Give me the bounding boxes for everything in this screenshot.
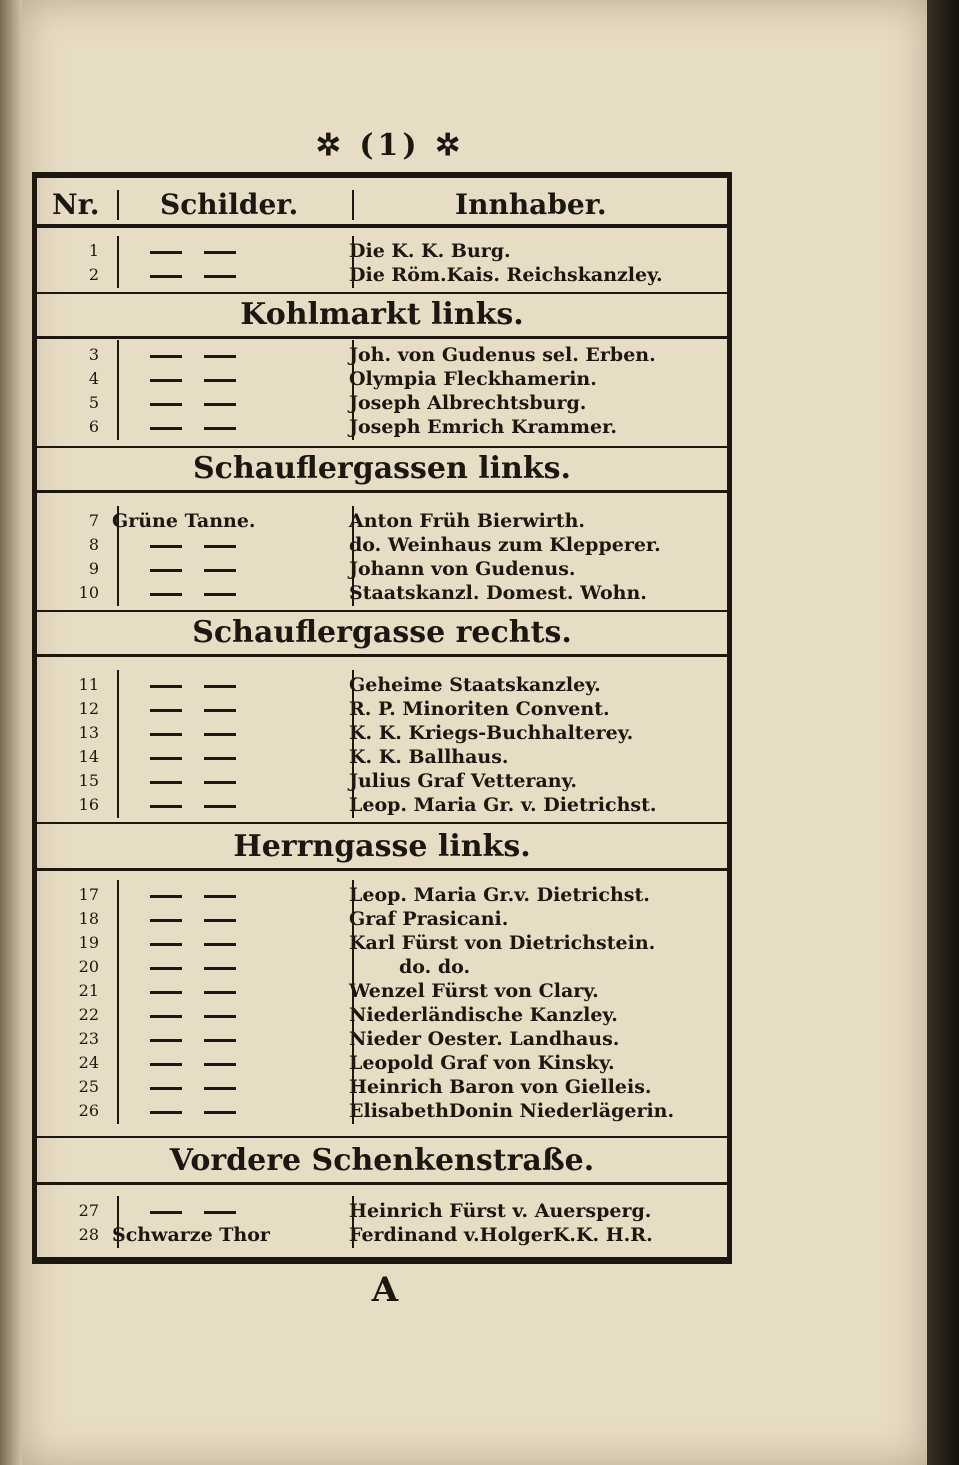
- ditto-dash: [150, 781, 182, 784]
- row-number: 6: [88, 417, 99, 436]
- table-row: [37, 264, 727, 286]
- ditto-dash: [204, 709, 236, 712]
- ditto-dash: [204, 1111, 236, 1114]
- ditto-dash: [150, 709, 182, 712]
- ditto-dash: [150, 569, 182, 572]
- row-number: 2: [88, 265, 99, 284]
- ditto-dash: [150, 991, 182, 994]
- row-number: 26: [78, 1101, 99, 1120]
- ditto-dash: [204, 757, 236, 760]
- inhaber-cell: Joh. von Gudenus sel. Erben.: [349, 344, 656, 366]
- row-number: 11: [78, 675, 99, 694]
- ditto-dash: [204, 251, 236, 254]
- table-row: [37, 534, 727, 556]
- table-row: [37, 1052, 727, 1074]
- table-row: [37, 674, 727, 696]
- table-row: [37, 392, 727, 414]
- section-end-rule: [37, 446, 727, 448]
- section-end-rule: [37, 1136, 727, 1138]
- table-row: [37, 722, 727, 744]
- ditto-dash: [150, 1039, 182, 1042]
- row-number: 10: [78, 583, 99, 602]
- schild-cell: [112, 582, 352, 604]
- schild-cell: [112, 1076, 352, 1098]
- street-heading: Schauflergassen links.: [193, 451, 571, 486]
- inhaber-cell: Staatskanzl. Domest. Wohn.: [349, 582, 647, 604]
- schild-cell: [112, 1100, 352, 1122]
- inhaber-cell: Die K. K. Burg.: [349, 240, 511, 262]
- inhaber-cell: K. K. Ballhaus.: [349, 746, 509, 768]
- ornament-right-icon: ✲: [420, 128, 465, 163]
- ditto-dash: [150, 895, 182, 898]
- inhaber-cell: Olympia Fleckhamerin.: [349, 368, 597, 390]
- ditto-dash: [150, 1063, 182, 1066]
- ditto-dash: [204, 403, 236, 406]
- inhaber-cell: Die Röm.Kais. Reichskanzley.: [349, 264, 663, 286]
- row-number: 5: [88, 393, 99, 412]
- ditto-dash: [204, 1063, 236, 1066]
- inhaber-cell: Leopold Graf von Kinsky.: [349, 1052, 615, 1074]
- inhaber-cell: Johann von Gudenus.: [349, 558, 576, 580]
- ditto-dash: [204, 545, 236, 548]
- schild-cell: Schwarze Thor: [112, 1224, 270, 1246]
- row-number: 16: [78, 795, 99, 814]
- table-row: [37, 240, 727, 262]
- table-row: [37, 416, 727, 438]
- schild-cell: [112, 698, 352, 720]
- schild-cell: [112, 932, 352, 954]
- schild-cell: [112, 884, 352, 906]
- table-row: [37, 1028, 727, 1050]
- ditto-dash: [150, 379, 182, 382]
- schild-cell: [112, 956, 352, 978]
- inhaber-cell: Julius Graf Vetterany.: [349, 770, 578, 792]
- ditto-dash: [204, 569, 236, 572]
- column-header-innhaber: Innhaber.: [455, 188, 607, 221]
- street-heading: Vordere Schenkenstraße.: [169, 1143, 595, 1178]
- ditto-dash: [150, 967, 182, 970]
- ditto-dash: [204, 967, 236, 970]
- ditto-dash: [150, 403, 182, 406]
- inhaber-cell: Heinrich Baron von Gielleis.: [349, 1076, 652, 1098]
- ditto-dash: [204, 355, 236, 358]
- schild-cell: [112, 1052, 352, 1074]
- ditto-dash: [204, 781, 236, 784]
- ditto-dash: [150, 355, 182, 358]
- section-rule: [37, 1182, 727, 1185]
- schild-cell: [112, 344, 352, 366]
- ditto-dash: [150, 685, 182, 688]
- section-end-rule: [37, 822, 727, 824]
- schild-cell: [112, 1028, 352, 1050]
- table-row: [37, 582, 727, 604]
- ditto-dash: [204, 1211, 236, 1214]
- row-number: 22: [78, 1005, 99, 1024]
- ditto-dash: [150, 1015, 182, 1018]
- table-row: [37, 746, 727, 768]
- row-number: 23: [78, 1029, 99, 1048]
- schild-cell: [112, 264, 352, 286]
- inhaber-cell: ElisabethDonin Niederlägerin.: [349, 1100, 675, 1122]
- row-number: 18: [78, 909, 99, 928]
- row-number: 13: [78, 723, 99, 742]
- ditto-dash: [204, 685, 236, 688]
- ditto-dash: [150, 757, 182, 760]
- table-row: [37, 1004, 727, 1026]
- schild-cell: [112, 722, 352, 744]
- ditto-dash: [150, 251, 182, 254]
- schild-cell: [112, 770, 352, 792]
- ditto-dash: [204, 991, 236, 994]
- row-number: 3: [88, 345, 99, 364]
- ditto-dash: [204, 1039, 236, 1042]
- ditto-dash: [150, 919, 182, 922]
- ditto-dash: [204, 379, 236, 382]
- section-rule: [37, 490, 727, 493]
- ditto-dash: [150, 805, 182, 808]
- ditto-dash: [150, 275, 182, 278]
- section-rule: [37, 654, 727, 657]
- ditto-dash: [204, 733, 236, 736]
- section-end-rule: [37, 292, 727, 294]
- ditto-dash: [204, 427, 236, 430]
- inhaber-cell: Ferdinand v.HolgerK.K. H.R.: [349, 1224, 653, 1246]
- inhaber-cell: Graf Prasicani.: [349, 908, 509, 930]
- table-row: [37, 368, 727, 390]
- table-row: [37, 908, 727, 930]
- row-number: 12: [78, 699, 99, 718]
- row-number: 9: [88, 559, 99, 578]
- section-rule: [37, 868, 727, 871]
- inhaber-cell: Heinrich Fürst v. Auersperg.: [349, 1200, 652, 1222]
- column-header-schilder: Schilder.: [160, 188, 299, 221]
- signature-mark: A: [371, 1270, 399, 1310]
- table-row: [37, 1200, 727, 1222]
- inhaber-cell: Geheime Staatskanzley.: [349, 674, 601, 696]
- table-row: [37, 884, 727, 906]
- inhaber-cell: Anton Früh Bierwirth.: [349, 510, 586, 532]
- inhaber-cell: Joseph Emrich Krammer.: [349, 416, 617, 438]
- page-number-header: ✲ (1) ✲: [315, 128, 465, 163]
- section-end-rule: [37, 610, 727, 612]
- row-number: 15: [78, 771, 99, 790]
- ditto-dash: [150, 1211, 182, 1214]
- inhaber-cell: R. P. Minoriten Convent.: [349, 698, 610, 720]
- table-row: [37, 344, 727, 366]
- row-number: 7: [88, 511, 99, 530]
- row-number: 17: [78, 885, 99, 904]
- inhaber-cell: Karl Fürst von Dietrichstein.: [349, 932, 656, 954]
- ditto-dash: [204, 895, 236, 898]
- schild-cell: Grüne Tanne.: [112, 510, 256, 532]
- schild-cell: [112, 392, 352, 414]
- table-row: [37, 1100, 727, 1122]
- header-rule: [37, 224, 727, 228]
- inhaber-cell: do. do.: [399, 956, 471, 978]
- ditto-dash: [150, 545, 182, 548]
- column-divider: [117, 190, 119, 220]
- row-number: 28: [78, 1225, 99, 1244]
- row-number: 24: [78, 1053, 99, 1072]
- ditto-dash: [204, 943, 236, 946]
- column-divider: [352, 190, 354, 220]
- table-row: [37, 794, 727, 816]
- schild-cell: [112, 980, 352, 1002]
- inhaber-cell: Leop. Maria Gr.v. Dietrichst.: [349, 884, 650, 906]
- ditto-dash: [204, 275, 236, 278]
- schild-cell: [112, 1200, 352, 1222]
- ornament-left-icon: ✲: [315, 128, 360, 163]
- schild-cell: [112, 674, 352, 696]
- schild-cell: [112, 1004, 352, 1026]
- inhaber-cell: do. Weinhaus zum Klepperer.: [349, 534, 661, 556]
- ditto-dash: [204, 919, 236, 922]
- table-row: [37, 980, 727, 1002]
- ditto-dash: [204, 1087, 236, 1090]
- book-cover-edge: [927, 0, 959, 1465]
- schild-cell: [112, 908, 352, 930]
- inhaber-cell: Nieder Oester. Landhaus.: [349, 1028, 620, 1050]
- row-number: 25: [78, 1077, 99, 1096]
- row-number: 14: [78, 747, 99, 766]
- schild-cell: [112, 534, 352, 556]
- street-heading: Schauflergasse rechts.: [192, 615, 572, 650]
- column-header-nr: Nr.: [52, 188, 100, 221]
- ditto-dash: [204, 593, 236, 596]
- book-spine: [0, 0, 22, 1465]
- inhaber-cell: K. K. Kriegs-Buchhalterey.: [349, 722, 634, 744]
- table-row: [37, 1076, 727, 1098]
- ditto-dash: [204, 805, 236, 808]
- street-heading: Kohlmarkt links.: [240, 297, 524, 332]
- street-heading: Herrngasse links.: [233, 829, 531, 864]
- section-rule: [37, 336, 727, 339]
- inhaber-cell: Niederländische Kanzley.: [349, 1004, 618, 1026]
- inhaber-cell: Joseph Albrechtsburg.: [349, 392, 587, 414]
- row-number: 21: [78, 981, 99, 1000]
- schild-cell: [112, 240, 352, 262]
- schild-cell: [112, 746, 352, 768]
- schild-cell: [112, 794, 352, 816]
- inhaber-cell: Wenzel Fürst von Clary.: [349, 980, 599, 1002]
- table-row: [37, 1224, 727, 1246]
- table-row: [37, 932, 727, 954]
- table-row: [37, 558, 727, 580]
- ditto-dash: [150, 733, 182, 736]
- ditto-dash: [150, 427, 182, 430]
- schild-cell: [112, 416, 352, 438]
- table-row: [37, 770, 727, 792]
- ditto-dash: [150, 1111, 182, 1114]
- ditto-dash: [204, 1015, 236, 1018]
- schild-cell: [112, 558, 352, 580]
- row-number: 8: [88, 535, 99, 554]
- ditto-dash: [150, 943, 182, 946]
- inhaber-cell: Leop. Maria Gr. v. Dietrichst.: [349, 794, 657, 816]
- table-row: [37, 510, 727, 532]
- schild-cell: [112, 368, 352, 390]
- table-row: [37, 956, 727, 978]
- ditto-dash: [150, 593, 182, 596]
- row-number: 4: [88, 369, 99, 388]
- row-number: 19: [78, 933, 99, 952]
- row-number: 1: [88, 241, 99, 260]
- ditto-dash: [150, 1087, 182, 1090]
- row-number: 27: [78, 1201, 99, 1220]
- row-number: 20: [78, 957, 99, 976]
- table-row: [37, 698, 727, 720]
